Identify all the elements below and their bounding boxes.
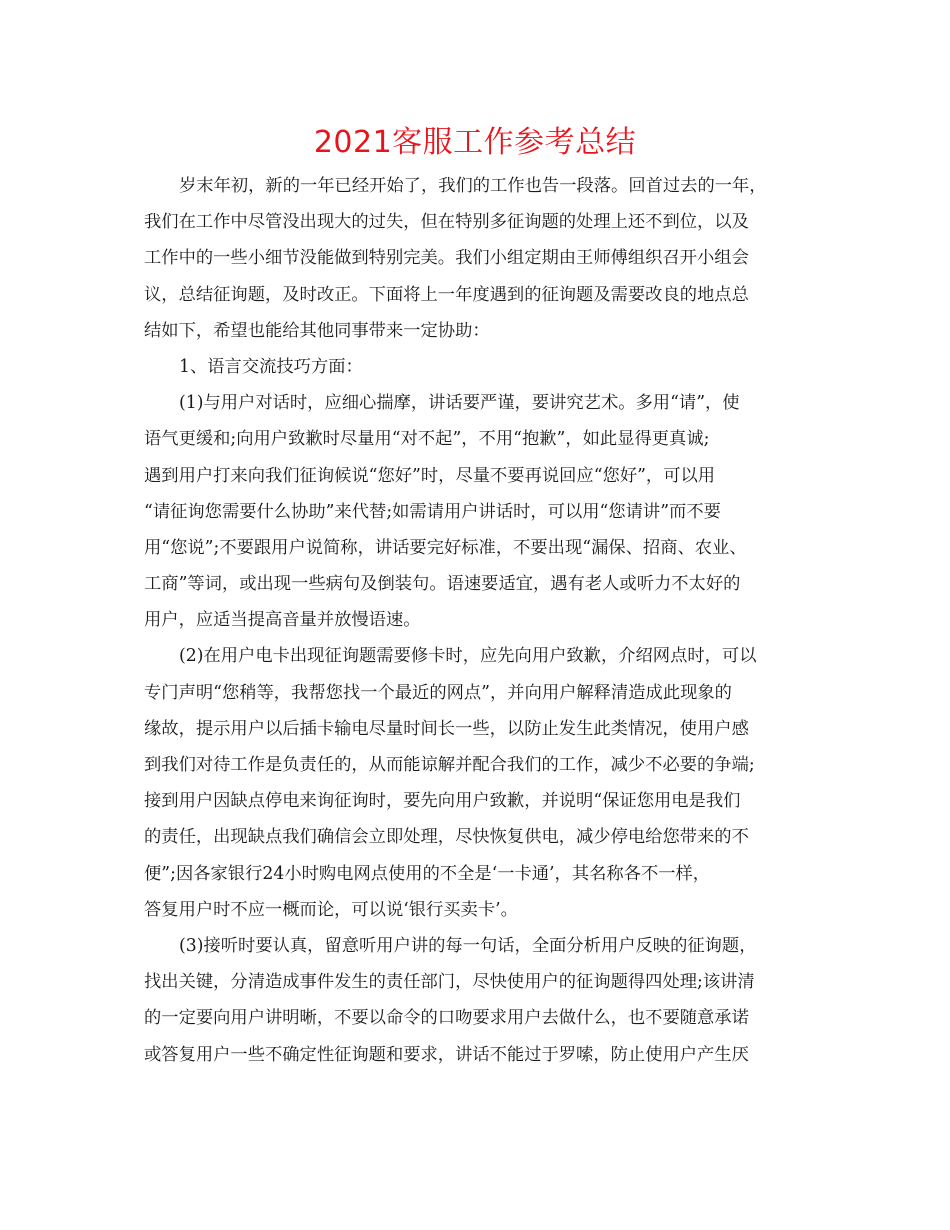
text-line: 用“您说”;不要跟用户说简称，讲话要完好标准，不要出现“漏保、招商、农业、 xyxy=(144,537,747,558)
text-line: 用户，应适当提高音量并放慢语速。 xyxy=(144,610,421,631)
text-line: 遇到用户打来向我们征询候说“您好”时，尽量不要再说回应“您好”，可以用 xyxy=(144,465,716,486)
text-line: 结如下，希望也能给其他同事带来一定协助： xyxy=(144,320,490,341)
text-line: 1、语言交流技巧方面： xyxy=(179,356,363,377)
text-line: 工作中的一些小细节没能做到特别完美。我们小组定期由王师傅组织召开小组会 xyxy=(144,248,749,269)
text-line: 答复用户时不应一概而论，可以说‘银行买卖卡’。 xyxy=(144,899,518,920)
text-line: “请征询您需要什么协助”来代替;如需请用户讲话时，可以用“您请讲”而不要 xyxy=(144,501,721,522)
text-line: 我们在工作中尽管没出现大的过失，但在特别多征询题的处理上还不到位，以及 xyxy=(144,212,749,233)
text-line: (2)在用户电卡出现征询题需要修卡时，应先向用户致歉，介绍网点时，可以 xyxy=(179,646,757,667)
document-body xyxy=(144,168,810,1073)
text-line: 议，总结征询题，及时改正。下面将上一年度遇到的征询题及需要改良的地点总 xyxy=(144,284,749,305)
text-line: (3)接听时要认真，留意听用户讲的每一句话，全面分析用户反映的征询题， xyxy=(179,935,757,956)
text-line: 便”;因各家银行24小时购电网点使用的不全是‘一卡通’，其名称各不一样， xyxy=(144,863,711,884)
text-line: 工商”等词，或出现一些病句及倒装句。语速要适宜，遇有老人或听力不太好的 xyxy=(144,574,741,595)
document-title: 2021客服工作参考总结 xyxy=(313,125,637,160)
text-line: 岁末年初，新的一年已经开始了，我们的工作也告一段落。回首过去的一年， xyxy=(179,176,767,196)
text-line: 的责任，出现缺点我们确信会立即处理，尽快恢复供电，减少停电给您带来的不 xyxy=(144,827,749,848)
text-line: 语气更缓和;向用户致歉时尽量用“对不起”，不用“抱歉”，如此显得更真诚; xyxy=(144,429,710,450)
text-line: 的一定要向用户讲明晰，不要以命令的口吻要求用户去做什么，也不要随意承诺 xyxy=(144,1008,749,1029)
text-line: 缘故，提示用户以后插卡输电尽量时间长一些，以防止发生此类情况，使用户感 xyxy=(144,718,749,739)
text-line: 接到用户因缺点停电来询征询时，要先向用户致歉，并说明“保证您用电是我们 xyxy=(144,791,741,812)
text-line: 找出关键，分清造成事件发生的责任部门，尽快使用户的征询题得四处理;该讲清 xyxy=(144,972,755,993)
text-line: (1)与用户对话时，应细心揣摩，讲话要严谨，要讲究艺术。多用“请”，使 xyxy=(179,393,740,414)
text-line: 或答复用户一些不确定性征询题和要求，讲话不能过于罗嗦，防止使用户产生厌 xyxy=(144,1044,749,1065)
text-line: 专门声明“您稍等，我帮您找一个最近的网点”，并向用户解释清造成此现象的 xyxy=(144,682,732,703)
text-line: 到我们对待工作是负责任的，从而能谅解并配合我们的工作，减少不必要的争端; xyxy=(144,755,755,775)
